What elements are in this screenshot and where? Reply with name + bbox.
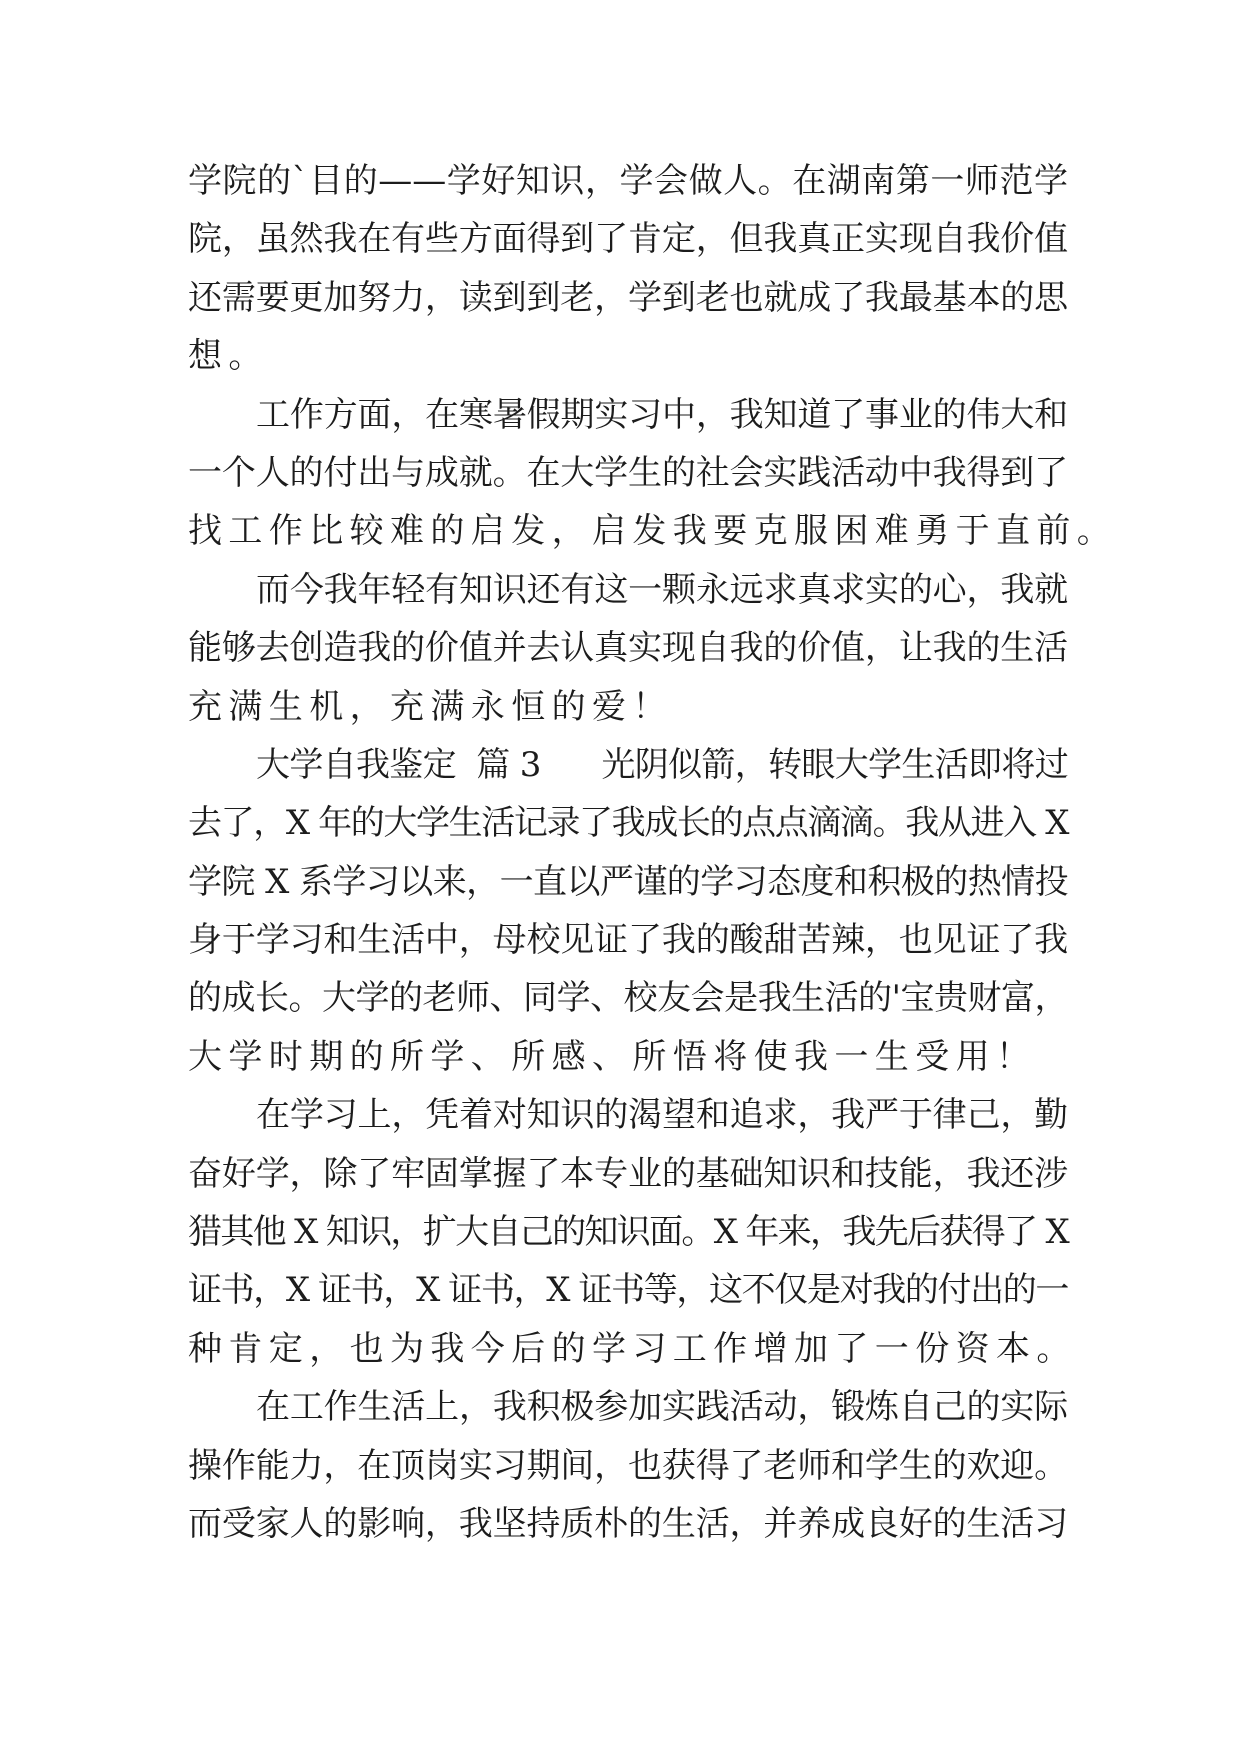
text-line: 学院的`目的——学好知识，学会做人。在湖南第一师范学	[188, 161, 1068, 201]
text-line: 在工作生活上，我积极参加实践活动，锻炼自己的实际	[256, 1387, 1068, 1428]
text-line: 的成长。大学的老师、同学、校友会是我生活的'宝贵财富，	[188, 978, 1068, 1019]
text-line: 而今我年轻有知识还有这一颗永远求真求实的心，我就	[256, 569, 1068, 610]
text-line: 操作能力，在顶岗实习期间，也获得了老师和学生的欢迎。	[188, 1445, 1068, 1486]
text-line: 大学自我鉴定 篇 3 光阴似箭，转眼大学生活即将过	[256, 744, 1068, 785]
text-line: 院，虽然我在有些方面得到了肯定，但我真正实现自我价值	[188, 219, 1068, 260]
text-line: 找工作比较难的启发，启发我要克服困难勇于直前。	[188, 511, 1118, 552]
text-line: 工作方面，在寒暑假期实习中，我知道了事业的伟大和	[256, 394, 1068, 435]
text-line: 充满生机，充满永恒的爱！	[188, 686, 673, 727]
text-line: 奋好学，除了牢固掌握了本专业的基础知识和技能，我还涉	[188, 1153, 1068, 1194]
text-line: 身于学习和生活中，母校见证了我的酸甜苦辣，也见证了我	[188, 920, 1068, 961]
document-body	[188, 152, 1118, 1553]
text-line: 能够去创造我的价值并去认真实现自我的价值，让我的生活	[188, 628, 1068, 669]
text-line: 去了，X 年的大学生活记录了我成长的点点滴滴。我从进入 X	[188, 803, 1068, 844]
text-line: 证书，X 证书，X 证书，X 证书等，这不仅是对我的付出的一	[188, 1270, 1068, 1311]
text-line: 大学时期的所学、所感、所悟将使我一生受用！	[188, 1036, 1037, 1077]
text-line: 还需要更加努力，读到到老，学到老也就成了我最基本的思	[188, 277, 1068, 318]
text-line: 而受家人的影响，我坚持质朴的生活，并养成良好的生活习	[188, 1503, 1068, 1544]
text-line: 在学习上，凭着对知识的渴望和追求，我严于律己，勤	[256, 1095, 1068, 1136]
text-line: 一个人的付出与成就。在大学生的社会实践活动中我得到了	[188, 452, 1068, 493]
text-line: 种肯定，也为我今后的学习工作增加了一份资本。	[188, 1328, 1077, 1369]
text-line: 想。	[188, 336, 269, 377]
text-line: 学院 X 系学习以来，一直以严谨的学习态度和积极的热情投	[188, 861, 1068, 902]
text-line: 猎其他 X 知识，扩大自己的知识面。X 年来，我先后获得了 X	[188, 1212, 1068, 1253]
